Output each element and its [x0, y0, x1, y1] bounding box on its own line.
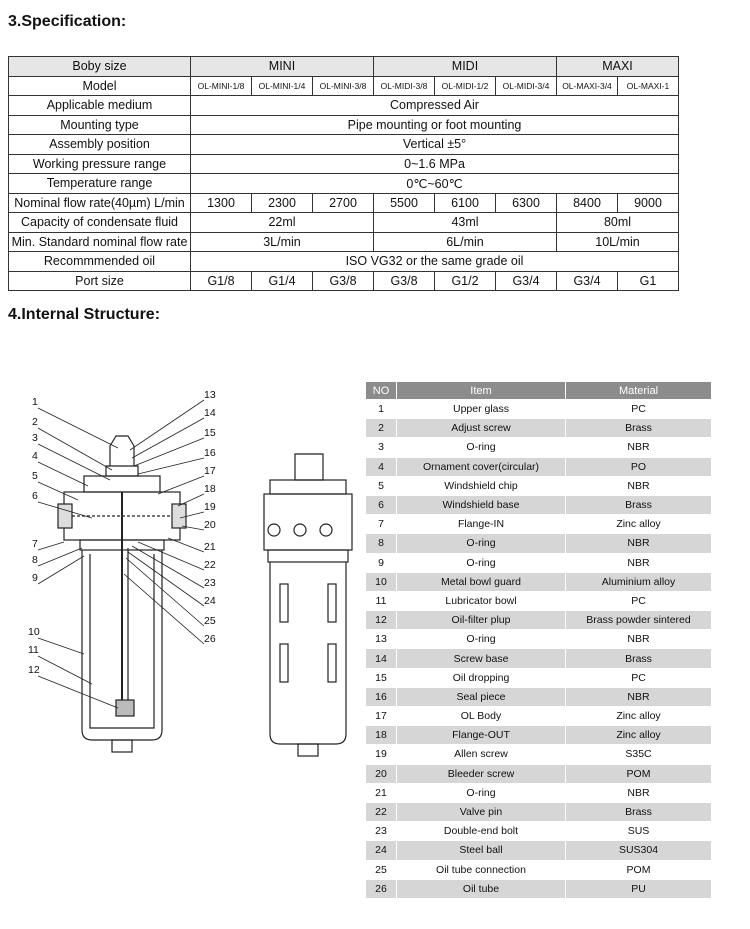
part-item-cell: O-ring: [397, 534, 566, 553]
flow-cell: 6100: [435, 193, 496, 213]
structure-section-title: 4.Internal Structure:: [8, 306, 161, 323]
port-cell: G1/2: [435, 271, 496, 291]
part-material-cell: Brass powder sintered: [566, 611, 712, 630]
ext-window-3: [280, 644, 288, 682]
part-item-cell: O-ring: [397, 438, 566, 457]
model-cell: OL-MINI-1/8: [191, 76, 252, 96]
leader-line: [38, 676, 118, 708]
spec-label-assembly: Assembly position: [9, 135, 191, 155]
oil-filter-shape: [116, 700, 134, 716]
part-material-cell: Zinc alloy: [566, 515, 712, 534]
header-material: Material: [566, 382, 712, 400]
port-cell: G3/4: [496, 271, 557, 291]
part-no-cell: 26: [366, 879, 397, 898]
flow-cell: 1300: [191, 193, 252, 213]
part-no-cell: 7: [366, 515, 397, 534]
condensate-mini: 22ml: [191, 213, 374, 233]
part-material-cell: POM: [566, 860, 712, 879]
spec-label-medium: Applicable medium: [9, 96, 191, 116]
ext-bowl-guard: [270, 562, 346, 744]
spec-label-oil: Recommmended oil: [9, 252, 191, 272]
port-cell: G1/8: [191, 271, 252, 291]
left-leader-lines: [38, 408, 118, 708]
part-material-cell: PO: [566, 457, 712, 476]
part-item-cell: Adjust screw: [397, 419, 566, 438]
ext-port-center: [294, 524, 306, 536]
leader-line: [38, 408, 118, 448]
parts-row: [366, 860, 711, 879]
spec-label-model: Model: [9, 76, 191, 96]
leader-line: [168, 538, 204, 552]
callout-label: 1: [32, 396, 38, 408]
parts-material-table: [366, 382, 711, 899]
model-cell: OL-MAXI-3/4: [557, 76, 618, 96]
callout-label: 14: [204, 407, 216, 419]
parts-row: [366, 879, 711, 898]
part-item-cell: Allen screw: [397, 745, 566, 764]
callout-label: 2: [32, 416, 38, 428]
part-item-cell: Oil-filter plup: [397, 611, 566, 630]
part-item-cell: Valve pin: [397, 802, 566, 821]
part-material-cell: SUS: [566, 822, 712, 841]
leader-line: [126, 558, 204, 626]
group-maxi: MAXI: [557, 57, 679, 77]
parts-row: [366, 841, 711, 860]
spec-row-minflow: [9, 232, 679, 252]
part-item-cell: O-ring: [397, 783, 566, 802]
header-no: NO: [366, 382, 397, 400]
part-no-cell: 3: [366, 438, 397, 457]
leader-line: [38, 428, 112, 470]
leader-line: [128, 552, 204, 606]
part-item-cell: Lubricator bowl: [397, 591, 566, 610]
minflow-midi: 6L/min: [374, 232, 557, 252]
part-no-cell: 21: [366, 783, 397, 802]
part-no-cell: 25: [366, 860, 397, 879]
parts-row: [366, 572, 711, 591]
part-material-cell: NBR: [566, 534, 712, 553]
callout-label: 20: [204, 519, 216, 531]
group-midi: MIDI: [374, 57, 557, 77]
part-item-cell: Bleeder screw: [397, 764, 566, 783]
port-cell: G3/8: [374, 271, 435, 291]
part-material-cell: NBR: [566, 687, 712, 706]
callout-label: 21: [204, 541, 216, 553]
ext-body: [264, 494, 352, 550]
part-material-cell: PC: [566, 400, 712, 419]
parts-row: [366, 649, 711, 668]
model-cell: OL-MIDI-3/4: [496, 76, 557, 96]
part-item-cell: Flange-IN: [397, 515, 566, 534]
part-material-cell: NBR: [566, 783, 712, 802]
part-item-cell: Windshield chip: [397, 476, 566, 495]
callout-label: 15: [204, 427, 216, 439]
part-no-cell: 4: [366, 457, 397, 476]
part-item-cell: Oil dropping: [397, 668, 566, 687]
parts-row: [366, 668, 711, 687]
part-no-cell: 6: [366, 495, 397, 514]
spec-section-title: 3.Specification:: [8, 13, 127, 30]
port-cell: G1/4: [252, 271, 313, 291]
exterior-view: [264, 454, 352, 756]
parts-row: [366, 822, 711, 841]
part-no-cell: 20: [366, 764, 397, 783]
part-item-cell: Flange-OUT: [397, 726, 566, 745]
leader-line: [124, 574, 204, 644]
callout-label: 8: [32, 554, 38, 566]
spec-value-medium: Compressed Air: [191, 96, 679, 116]
specification-table: [8, 56, 679, 291]
part-item-cell: Oil tube: [397, 879, 566, 898]
part-material-cell: PC: [566, 668, 712, 687]
leader-line: [158, 476, 204, 494]
part-no-cell: 16: [366, 687, 397, 706]
callout-label: 19: [204, 501, 216, 513]
header-item: Item: [397, 382, 566, 400]
part-item-cell: Ornament cover(circular): [397, 457, 566, 476]
spec-row-oil: [9, 252, 679, 272]
parts-row: [366, 419, 711, 438]
part-no-cell: 1: [366, 400, 397, 419]
part-no-cell: 10: [366, 572, 397, 591]
flow-cell: 2300: [252, 193, 313, 213]
parts-row: [366, 764, 711, 783]
ext-port-right: [320, 524, 332, 536]
part-item-cell: Double-end bolt: [397, 822, 566, 841]
parts-header-row: [366, 382, 711, 400]
parts-row: [366, 591, 711, 610]
callout-label: 12: [28, 664, 40, 676]
parts-row: [366, 783, 711, 802]
ext-window-4: [328, 644, 336, 682]
minflow-mini: 3L/min: [191, 232, 374, 252]
leader-line: [38, 482, 78, 500]
group-mini: MINI: [191, 57, 374, 77]
parts-row: [366, 611, 711, 630]
leader-line: [132, 546, 204, 588]
parts-row: [366, 476, 711, 495]
spec-row-pressure: [9, 154, 679, 174]
flange-out-shape: [172, 504, 186, 528]
part-no-cell: 11: [366, 591, 397, 610]
part-material-cell: NBR: [566, 553, 712, 572]
callout-label: 25: [204, 615, 216, 627]
callout-label: 7: [32, 538, 38, 550]
callout-label: 16: [204, 447, 216, 459]
parts-row: [366, 534, 711, 553]
model-cell: OL-MIDI-3/8: [374, 76, 435, 96]
drain-plug-shape: [112, 740, 132, 752]
adjust-screw-shape: [106, 466, 138, 476]
spec-row-body-size: [9, 57, 679, 77]
callout-label: 23: [204, 577, 216, 589]
parts-row: [366, 400, 711, 419]
part-material-cell: NBR: [566, 476, 712, 495]
part-item-cell: Windshield base: [397, 495, 566, 514]
screw-base-shape: [84, 476, 160, 492]
parts-table-body: [366, 400, 711, 899]
upper-glass-shape: [110, 436, 134, 466]
spec-row-medium: [9, 96, 679, 116]
condensate-maxi: 80ml: [557, 213, 679, 233]
leader-line: [38, 444, 110, 480]
leader-line: [38, 548, 82, 566]
spec-label-condensate: Capacity of condensate fluid: [9, 213, 191, 233]
callout-label: 3: [32, 432, 38, 444]
leader-line: [134, 438, 204, 466]
part-no-cell: 18: [366, 726, 397, 745]
condensate-midi: 43ml: [374, 213, 557, 233]
model-cell: OL-MAXI-1: [618, 76, 679, 96]
callout-label: 13: [204, 389, 216, 401]
callout-label: 5: [32, 470, 38, 482]
spec-row-temperature: [9, 174, 679, 194]
part-item-cell: Seal piece: [397, 687, 566, 706]
port-cell: G1: [618, 271, 679, 291]
model-cell: OL-MINI-1/4: [252, 76, 313, 96]
callout-label: 26: [204, 633, 216, 645]
callout-label: 11: [28, 644, 39, 656]
part-material-cell: NBR: [566, 438, 712, 457]
part-item-cell: Metal bowl guard: [397, 572, 566, 591]
flow-cell: 6300: [496, 193, 557, 213]
part-no-cell: 2: [366, 419, 397, 438]
spec-row-condensate: [9, 213, 679, 233]
leader-line: [38, 542, 64, 550]
callout-label: 9: [32, 572, 38, 584]
part-item-cell: Screw base: [397, 649, 566, 668]
spec-row-port: [9, 271, 679, 291]
part-material-cell: PC: [566, 591, 712, 610]
spec-value-mounting: Pipe mounting or foot mounting: [191, 115, 679, 135]
part-material-cell: Brass: [566, 649, 712, 668]
parts-row: [366, 745, 711, 764]
flow-cell: 8400: [557, 193, 618, 213]
part-material-cell: Aluminium alloy: [566, 572, 712, 591]
part-no-cell: 12: [366, 611, 397, 630]
callout-label: 22: [204, 559, 216, 571]
part-material-cell: S35C: [566, 745, 712, 764]
part-no-cell: 8: [366, 534, 397, 553]
part-no-cell: 17: [366, 707, 397, 726]
ext-window-2: [328, 584, 336, 622]
callout-label: 18: [204, 483, 216, 495]
spec-label-minflow: Min. Standard nominal flow rate: [9, 232, 191, 252]
port-cell: G3/8: [313, 271, 374, 291]
callout-label: 17: [204, 465, 216, 477]
spec-value-assembly: Vertical ±5°: [191, 135, 679, 155]
part-item-cell: Steel ball: [397, 841, 566, 860]
parts-row: [366, 515, 711, 534]
spec-label-port: Port size: [9, 271, 191, 291]
part-item-cell: OL Body: [397, 707, 566, 726]
part-material-cell: NBR: [566, 630, 712, 649]
part-material-cell: SUS304: [566, 841, 712, 860]
spec-label-pressure: Working pressure range: [9, 154, 191, 174]
parts-row: [366, 707, 711, 726]
ext-collar: [268, 550, 348, 562]
flow-cell: 5500: [374, 193, 435, 213]
part-no-cell: 5: [366, 476, 397, 495]
ext-port-left: [268, 524, 280, 536]
spec-row-assembly: [9, 135, 679, 155]
leader-line: [38, 656, 92, 684]
part-material-cell: Brass: [566, 802, 712, 821]
ext-screw-base: [270, 480, 346, 494]
callout-label: 24: [204, 595, 216, 607]
part-item-cell: Upper glass: [397, 400, 566, 419]
spec-row-mounting: [9, 115, 679, 135]
spec-value-oil: ISO VG32 or the same grade oil: [191, 252, 679, 272]
flange-in-shape: [58, 504, 72, 528]
part-material-cell: POM: [566, 764, 712, 783]
part-material-cell: Zinc alloy: [566, 707, 712, 726]
parts-row: [366, 802, 711, 821]
parts-row: [366, 630, 711, 649]
parts-row: [366, 687, 711, 706]
ext-top-cap: [295, 454, 323, 480]
part-item-cell: O-ring: [397, 553, 566, 572]
model-cell: OL-MIDI-1/2: [435, 76, 496, 96]
callout-label: 6: [32, 490, 38, 502]
spec-label-flow: Nominal flow rate(40µm) L/min: [9, 193, 191, 213]
part-no-cell: 13: [366, 630, 397, 649]
parts-row: [366, 553, 711, 572]
minflow-maxi: 10L/min: [557, 232, 679, 252]
spec-value-temperature: 0℃~60℃: [191, 174, 679, 194]
part-no-cell: 24: [366, 841, 397, 860]
part-no-cell: 15: [366, 668, 397, 687]
spec-label-body-size: Boby size: [9, 57, 191, 77]
part-no-cell: 23: [366, 822, 397, 841]
leader-line: [178, 494, 204, 506]
spec-row-flow: [9, 193, 679, 213]
part-no-cell: 9: [366, 553, 397, 572]
spec-row-model: [9, 76, 679, 96]
flow-cell: 2700: [313, 193, 374, 213]
leader-line: [38, 638, 84, 654]
spec-label-mounting: Mounting type: [9, 115, 191, 135]
model-cell: OL-MINI-3/8: [313, 76, 374, 96]
part-no-cell: 22: [366, 802, 397, 821]
callout-label: 4: [32, 450, 38, 462]
parts-row: [366, 457, 711, 476]
port-cell: G3/4: [557, 271, 618, 291]
spec-label-temperature: Temperature range: [9, 174, 191, 194]
parts-row: [366, 495, 711, 514]
flow-cell: 9000: [618, 193, 679, 213]
part-no-cell: 19: [366, 745, 397, 764]
spec-value-pressure: 0~1.6 MPa: [191, 154, 679, 174]
part-item-cell: O-ring: [397, 630, 566, 649]
leader-line: [38, 556, 84, 584]
part-material-cell: PU: [566, 879, 712, 898]
parts-row: [366, 726, 711, 745]
part-material-cell: Zinc alloy: [566, 726, 712, 745]
part-material-cell: Brass: [566, 419, 712, 438]
ext-drain: [298, 744, 318, 756]
parts-row: [366, 438, 711, 457]
part-material-cell: Brass: [566, 495, 712, 514]
lubricator-cutaway-drawing: [18, 378, 358, 768]
right-leader-lines: [124, 400, 204, 644]
callout-label: 10: [28, 626, 40, 638]
ext-window-1: [280, 584, 288, 622]
part-item-cell: Oil tube connection: [397, 860, 566, 879]
part-no-cell: 14: [366, 649, 397, 668]
